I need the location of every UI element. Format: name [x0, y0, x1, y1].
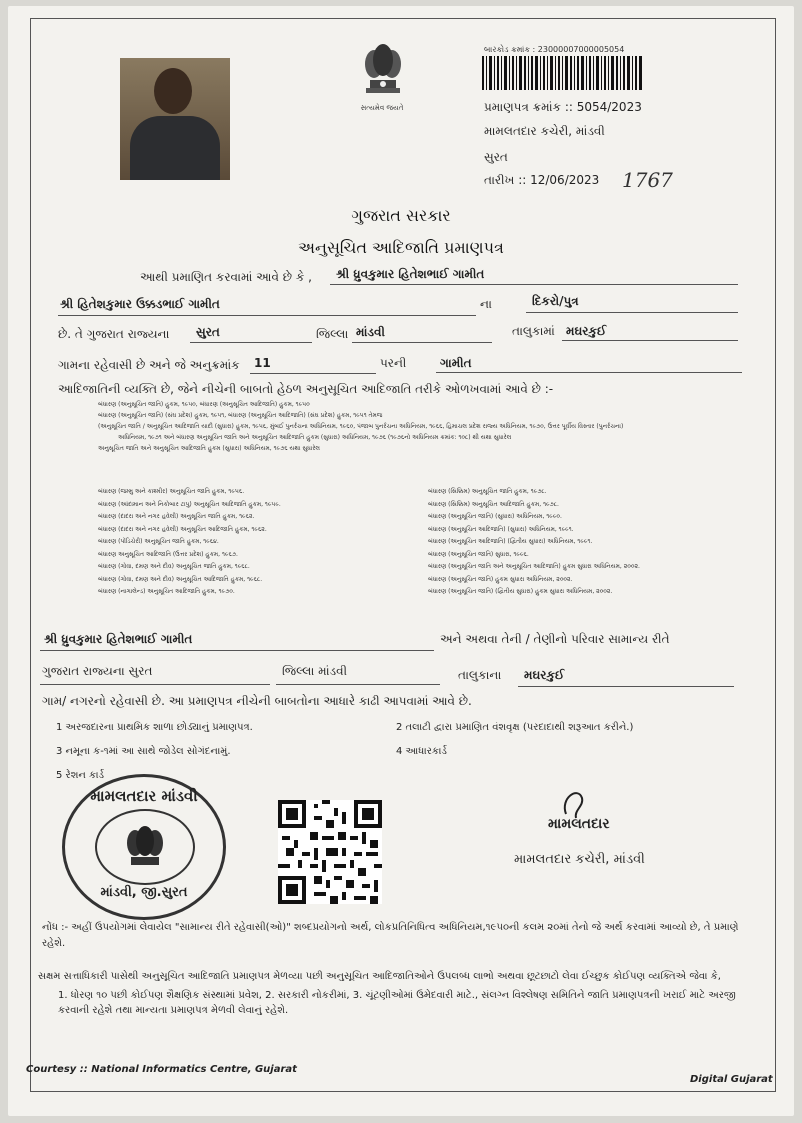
tribe-statement: આદિજાતિની વ્યક્તિ છે, જેને નીચેની બાબતો હેઠળ અનુસૂચિત આદિજાતિ તરીકે ઓળખવામાં આવે છે :-: [58, 382, 554, 396]
order-item: બંધારણ (પોંડિચેરી) અનુસૂચિત જાતિ હુકમ, ૧૯૬૪.: [98, 538, 219, 545]
note-text: નોંધ :- અહીં ઉપયોગમાં લેવાયેલ "સામાન્ય રીતે રહેવાસી(ઓ)" શબ્દપ્રયોગનો અર્થ, લોકપ્રતિનિધિત્વ અધિનિયમ,૧૯૫૦ની કલમ ૨૦માં તેનો જે અર્થ કરવામાં આવ્યો છે, તે પ્રમાણે રહેશે.: [42, 922, 739, 949]
district-line-value: જિલ્લા માંડવી: [282, 664, 348, 678]
order-item: બંધારણ (ગોવા, દમણ અને દીવ) અનુસૂચિત જાતિ હુકમ, ૧૯૬૮.: [98, 563, 250, 570]
order-item: બંધારણ (આંદામાન અને નિકોબાર ટાપુ) અનુસૂચિત આદિજાતિ હુકમ, ૧૯૫૯.: [98, 500, 281, 508]
document-item: 3 નમૂના ક-૧માં આ સાથે જોડેલ સોગંદનામું.: [56, 746, 231, 757]
digital-gujarat-footer: Digital Gujarat: [690, 1074, 773, 1085]
holder-name: શ્રી ધ્રુવકુમાર હિતેશભાઈ ગામીત: [336, 267, 485, 281]
order-item: બંધારણ (અનુસૂચિત જાતિ) હુકમ સુધારા અધિનિયમ, ૨૦૦૨.: [428, 575, 573, 583]
family-suffix: અને અથવા તેની / તેણીનો પરિવાર સામાન્ય રીતે: [440, 632, 670, 646]
state-line-value: ગુજરાત રાજ્યના સુરત: [42, 664, 153, 678]
order-item: બંધારણ અનુસૂચિત આદિજાતિ (ઉત્તર પ્રદેશ) હુકમ, ૧૯૬૭.: [98, 550, 238, 558]
order-item: બંધારણ (અનુસૂચિત જાતિ) હુકમ, ૧૯૫૦, બંધારણ (અનુસૂચિત આદિજાતિ) હુકમ, ૧૯૫૦: [98, 401, 310, 408]
father-name: શ્રી હિતેશકુમાર ઉક્કડભાઈ ગામીત: [60, 297, 220, 311]
order-item: બંધારણ (સિક્કિમ) અનુસૂચિત જાતિ હુકમ, ૧૯૭૮.: [428, 488, 547, 495]
courtesy-footer: Courtesy :: National Informatics Centre, Gujarat: [26, 1064, 297, 1075]
orders-top-list: [98, 400, 738, 453]
order-item: બંધારણ (જમ્મુ અને કાશ્મીર) અનુસૂચિત જાતિ હુકમ, ૧૯૫૬.: [98, 488, 245, 495]
resident-label: ગામના રહેવાસી છે અને જે અનુક્રમાંક: [58, 358, 240, 372]
district-value: સુરત: [196, 325, 220, 339]
order-item: બંધારણ (અનુસૂચિત જાતિ) (દ્વિતીય સુધારા) હુકમ સુધારા અધિનિયમ, ૨૦૦૨.: [428, 588, 613, 595]
order-item: બંધારણ (અનુસૂચિત જાતિ) (સંઘ પ્રદેશ) હુકમ, ૧૯૫૧, બંધારણ (અનુસૂચિત આદિજાતિ) (સંઘ પ્રદેશ) હુકમ, ૧૯૫૧ તેમજ: [98, 412, 383, 419]
district-label: જિલ્લા: [316, 327, 349, 341]
seal-text: મામલતદાર માંડવી: [90, 787, 198, 805]
document-item: 4 આધારકાર્ડ: [396, 746, 447, 757]
order-item: બંધારણ (અનુસૂચિત જાતિ અને અનુસૂચિત આદિજાતિ) હુકમ સુધારા અધિનિયમ, ૨૦૦૨.: [428, 563, 640, 570]
qr-code: [278, 800, 382, 904]
certificate-date: તારીખ :: 12/06/2023: [484, 173, 600, 187]
relation-label: ના: [480, 297, 492, 311]
certify-prefix: આથી પ્રમાણિત કરવામાં આવે છે કે ,: [140, 270, 312, 284]
relation-value: દિકરો/પુત્ર: [532, 294, 579, 308]
order-item: અનુસૂચિત જાતિ અને અનુસૂચિત આદિજાતિ હુકમ (સુધારા) અધિનિયમ, ૧૯૭૬ યથા સુધારેલ: [98, 445, 320, 452]
signatory-title: મામલતદાર: [548, 816, 610, 832]
barcode-number: બારકોડ ક્રમાંક : 23000007000005054: [484, 45, 625, 54]
document-item: 5 રેશન કાર્ડ: [56, 770, 105, 781]
authority-items: 1. ધોરણ ૧૦ પછી કોઈપણ શૈક્ષણિક સંસ્થામાં પ્રવેશ, 2. સરકારી નોકરીમાં, 3. ચૂંટણીઓમાં ઉમેદવારી માટે., સંલગ્ન વિશ્લેષણ સમિતિને જાતિ પ્રમાણપત્રની ખરાઈ માટે અરજી કરવાની રહેશે તથા માન્યતા પ્રમાણપત્ર મેળવી લેવાનું રહેશે.: [58, 990, 736, 1016]
orders-right-list: [428, 486, 728, 599]
taluka-label: તાલુકામાં: [512, 324, 555, 338]
village-value: મઘરકુઈ: [566, 324, 607, 338]
seal-emblem-icon: [97, 811, 193, 883]
basis-statement: ગામ/ નગરનો રહેવાસી છે. આ પ્રમાણપત્ર નીચેની બાબતોના આધારે કાઢી આપવામાં આવે છે.: [42, 694, 472, 708]
taluka-value: માંડવી: [356, 325, 385, 339]
handwritten-number: 1767: [622, 168, 673, 192]
government-title: ગુજરાત સરકાર: [351, 206, 451, 225]
document-item: 2 તલાટી દ્વારા પ્રમાણિત વંશવૃક્ષ (પરદાદાથી શરૂઆત કરીને.): [396, 722, 634, 733]
order-item: બંધારણ (સિક્કિમ) અનુસૂચિત આદિજાતિ હુકમ, ૧૯૭૮.: [428, 500, 559, 508]
order-item: બંધારણ (અનુસૂચિત જાતિ) (સુધારા) અધિનિયમ, ૧૯૯૦.: [428, 513, 562, 520]
taluka-line-label: તાલુકાના: [458, 668, 502, 682]
serial-number: 11: [254, 356, 271, 370]
orders-left-list: [98, 486, 398, 599]
document-item: 1 અરજદારના પ્રાથમિક શાળા છોડ્યાનું પ્રમાણપત્ર.: [56, 722, 253, 733]
national-emblem-icon: [356, 36, 410, 106]
certificate-number: પ્રમાણપત્ર ક્રમાંક :: 5054/2023: [484, 100, 642, 114]
order-item: બંધારણ (અનુસૂચિત જાતિ) સુધારા, ૧૯૯૬.: [428, 550, 529, 558]
order-item: (અનુસૂચિત જાતિ / અનુસૂચિત આદિજાતિ યાદી (સુધારા) હુકમ, ૧૯૫૬, મુંબઈ પુનર્રચના અધિનિયમ, ૧૯૬૦, પંજાબ પુનર્રચના અધિનિયમ, ૧૯૬૬, હિમાચલ પ્રદેશ રાજ્ય અધિનિયમ, ૧૯૭૦, ઉત્તર પૂર્વીય વિસ્તાર (પુનર્રચના): [98, 423, 624, 430]
applicant-photo: [120, 58, 230, 180]
order-item: બંધારણ (ગોવા, દમણ અને દીવ) અનુસૂચિત આદિજાતિ હુકમ, ૧૯૬૮.: [98, 575, 263, 583]
seal-bottom-text: માંડવી, જી.સુરત: [100, 885, 188, 900]
office-city: સુરત: [484, 150, 508, 164]
order-item: બંધારણ (અનુસૂચિત આદિજાતિ) (સુધારા) અધિનિયમ, ૧૯૯૧.: [428, 525, 574, 533]
caste-label: પરની: [380, 356, 407, 370]
authority-text: સક્ષમ સત્તાધિકારી પાસેથી અનુસૂચિત આદિજાતિ પ્રમાણપત્ર મેળવ્યા પછી અનુસૂચિત આદિજાતિઓને ઉપલબ્ધ લાભો અથવા છૂટછાટો લેવા ઈચ્છુક કોઈપણ વ્યક્તિએ જેવા કે,: [38, 971, 721, 982]
order-item: બંધારણ (નાગાલેન્ડ) અનુસૂચિત આદિજાતિ હુકમ, ૧૯૭૦.: [98, 588, 235, 595]
holder-name-repeat: શ્રી ધ્રુવકુમાર હિતેશભાઈ ગામીત: [44, 632, 193, 646]
office-name: મામલતદાર કચેરી, માંડવી: [484, 124, 605, 138]
order-item: બંધારણ (દાદરા અને નગર હવેલી) અનુસૂચિત જાતિ હુકમ, ૧૯૬૨.: [98, 513, 255, 520]
order-item: બંધારણ (અનુસૂચિત આદિજાતિ) (દ્વિતીય સુધારા) અધિનિયમ, ૧૯૯૧.: [428, 538, 593, 545]
caste-value: ગામીત: [440, 356, 472, 370]
emblem-caption: સત્યમેવ જયતે: [360, 104, 404, 112]
certificate-title: અનુસૂચિત આદિજાતિ પ્રમાણપત્ર: [298, 238, 504, 257]
order-item: અધિનિયમ, ૧૯૭૧ અને બંધારણ અનુસૂચિત જાતિ અને અનુસૂચિત આદિજાતિ હુકમ (સુધારા) અધિનિયમ, ૧૯૭૬ (૧૯૭૬નો અધિનિયમ ક્રમાંક: ૧૦૮) થી યથા સુધારેલ: [118, 434, 512, 441]
barcode: [482, 56, 642, 90]
state-label: છે. તે ગુજરાત રાજ્યના: [58, 327, 170, 341]
order-item: બંધારણ (દાદરા અને નગર હવેલી) અનુસૂચિત આદિજાતિ હુકમ, ૧૯૬૨.: [98, 525, 267, 533]
village-line-value: મઘરકુઈ: [524, 668, 565, 682]
signatory-office: મામલતદાર કચેરી, માંડવી: [514, 852, 645, 867]
official-seal: [62, 774, 226, 920]
